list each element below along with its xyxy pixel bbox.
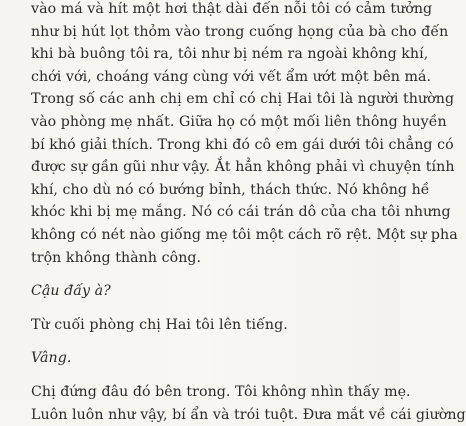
text-line: như bị hút lọt thỏm vào trong cuống họng của bà cho đến — [31, 21, 391, 44]
text-line: Chị đứng đâu đó bên trong. Tôi không nhìn thấy mẹ. — [31, 381, 391, 404]
text-line: trộn không thành công. — [31, 247, 391, 270]
dialogue-paragraph — [31, 347, 391, 370]
paragraph-gap — [31, 336, 391, 347]
paragraph-gap — [31, 370, 391, 381]
text-line: khóc khi bị mẹ mắng. Nó có cái trán dô của cha tôi nhưng — [31, 201, 391, 224]
body-paragraph — [31, 381, 391, 426]
text-line: Trong số các anh chị em chỉ có chị Hai tôi là người thường — [31, 88, 391, 111]
text-line: vào phòng mẹ nhất. Giữa họ có một mối liên thông huyền — [31, 111, 391, 134]
text-line: không có nét nào giống mẹ tôi một cách rõ rệt. Một sự pha — [31, 224, 391, 247]
text-line: Cậu đấy à? — [31, 280, 391, 303]
page-text — [31, 0, 391, 426]
text-line: vào má và hít một hơi thật dài đến nỗi tôi có cảm tưởng — [31, 0, 391, 21]
text-line: Luôn luôn như vậy, bí ẩn và trói tuột. Đưa mắt về cái giường — [31, 404, 391, 426]
paragraph-gap — [31, 269, 391, 280]
dialogue-paragraph — [31, 280, 391, 303]
text-line: chới với, choáng váng cùng với vết ẩm ướt một bên má. — [31, 66, 391, 89]
text-line: khí, cho dù nó có bướng bỉnh, thách thức. Nó không hề — [31, 179, 391, 202]
text-line: khi bà buông tôi ra, tôi như bị ném ra ngoài không khí, — [31, 43, 391, 66]
paragraph-gap — [31, 303, 391, 314]
body-paragraph — [31, 0, 391, 269]
text-line: được sự gần gũi như vậy. Ắt hẳn không phải vì chuyện tính — [31, 156, 391, 179]
body-paragraph — [31, 314, 391, 337]
text-line: Từ cuối phòng chị Hai tôi lên tiếng. — [31, 314, 391, 337]
text-line: Vâng. — [31, 347, 391, 370]
text-line: bí khó giải thích. Trong khi đó cô em gái dưới tôi chẳng có — [31, 134, 391, 157]
